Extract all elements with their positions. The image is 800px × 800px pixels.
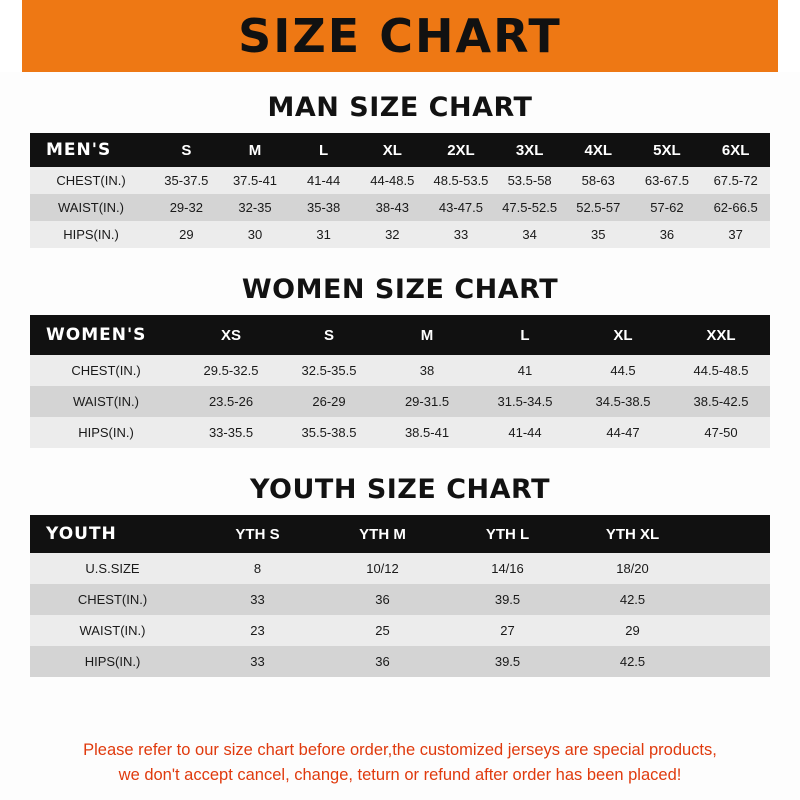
row-label: CHEST(IN.) [30,584,195,615]
youth-header-cell: YTH XL [570,515,695,553]
cell-spacer [695,584,770,615]
youth-header-cell: YTH M [320,515,445,553]
cell: 34 [495,221,564,248]
youth-size-table [30,515,770,677]
cell: 36 [320,584,445,615]
row-label: HIPS(IN.) [30,221,152,248]
cell: 8 [195,553,320,584]
men-header-cell: L [289,133,358,167]
cell: 33 [427,221,496,248]
youth-section-title: YOUTH SIZE CHART [249,474,551,505]
cell: 29 [152,221,221,248]
cell: 33-35.5 [182,417,280,448]
cell: 35-38 [289,194,358,221]
footer-note-line-2: we don't accept cancel, change, teturn or refund after order has been placed! [118,766,682,784]
cell: 29-31.5 [378,386,476,417]
youth-header-cell: YTH L [445,515,570,553]
cell: 31 [289,221,358,248]
men-header-cell: 4XL [564,133,633,167]
cell: 47.5-52.5 [495,194,564,221]
cell: 38 [378,355,476,386]
cell: 14/16 [445,553,570,584]
man-section-title: MAN SIZE CHART [267,92,533,123]
table-row [30,615,770,646]
cell: 48.5-53.5 [427,167,496,194]
cell: 27 [445,615,570,646]
women-header-cell: XS [182,315,280,355]
row-label: CHEST(IN.) [30,355,182,386]
row-label: U.S.SIZE [30,553,195,584]
cell: 67.5-72 [701,167,770,194]
cell: 23.5-26 [182,386,280,417]
row-label: CHEST(IN.) [30,167,152,194]
cell: 23 [195,615,320,646]
men-header-cell: S [152,133,221,167]
cell: 53.5-58 [495,167,564,194]
cell: 44.5 [574,355,672,386]
table-row [30,221,770,248]
women-header-cell: M [378,315,476,355]
page-title: SIZE CHART [238,9,562,63]
cell: 41 [476,355,574,386]
cell: 34.5-38.5 [574,386,672,417]
cell: 37 [701,221,770,248]
cell: 38.5-41 [378,417,476,448]
cell: 29.5-32.5 [182,355,280,386]
cell: 39.5 [445,646,570,677]
table-row [30,194,770,221]
row-label: WAIST(IN.) [30,194,152,221]
cell: 29 [570,615,695,646]
cell-spacer [695,553,770,584]
cell: 57-62 [633,194,702,221]
cell: 44.5-48.5 [672,355,770,386]
women-header-cell: XXL [672,315,770,355]
men-size-table [30,133,770,248]
cell: 10/12 [320,553,445,584]
cell: 62-66.5 [701,194,770,221]
cell: 39.5 [445,584,570,615]
table-header-row [30,515,770,553]
cell: 44-48.5 [358,167,427,194]
women-header-cell: S [280,315,378,355]
cell: 44-47 [574,417,672,448]
cell: 35-37.5 [152,167,221,194]
row-label: WAIST(IN.) [30,386,182,417]
youth-header-spacer [695,515,770,553]
row-label: HIPS(IN.) [30,646,195,677]
men-header-cell: M [221,133,290,167]
table-row [30,553,770,584]
cell: 29-32 [152,194,221,221]
cell: 37.5-41 [221,167,290,194]
cell: 26-29 [280,386,378,417]
men-header-cell: 6XL [701,133,770,167]
cell: 32.5-35.5 [280,355,378,386]
table-row [30,386,770,417]
cell: 35.5-38.5 [280,417,378,448]
cell: 25 [320,615,445,646]
table-header-row [30,315,770,355]
cell: 36 [320,646,445,677]
women-header-label: WOMEN'S [30,315,182,355]
cell-spacer [695,646,770,677]
cell: 36 [633,221,702,248]
cell: 42.5 [570,584,695,615]
youth-header-cell: YTH S [195,515,320,553]
men-header-cell: XL [358,133,427,167]
cell: 58-63 [564,167,633,194]
cell: 47-50 [672,417,770,448]
banner [0,0,800,72]
table-row [30,646,770,677]
cell: 30 [221,221,290,248]
men-header-label: MEN'S [30,133,152,167]
cell: 63-67.5 [633,167,702,194]
women-section-title: WOMEN SIZE CHART [241,274,559,305]
table-row [30,355,770,386]
cell: 33 [195,646,320,677]
cell-spacer [695,615,770,646]
table-row [30,584,770,615]
women-header-cell: XL [574,315,672,355]
cell: 33 [195,584,320,615]
cell: 18/20 [570,553,695,584]
cell: 32-35 [221,194,290,221]
cell: 38-43 [358,194,427,221]
cell: 31.5-34.5 [476,386,574,417]
women-size-table [30,315,770,448]
cell: 52.5-57 [564,194,633,221]
men-header-cell: 5XL [633,133,702,167]
row-label: WAIST(IN.) [30,615,195,646]
youth-header-label: YOUTH [30,515,195,553]
footer-note [0,738,800,788]
cell: 35 [564,221,633,248]
women-header-cell: L [476,315,574,355]
cell: 32 [358,221,427,248]
cell: 41-44 [476,417,574,448]
cell: 41-44 [289,167,358,194]
men-header-cell: 2XL [427,133,496,167]
cell: 42.5 [570,646,695,677]
cell: 43-47.5 [427,194,496,221]
table-header-row [30,133,770,167]
row-label: HIPS(IN.) [30,417,182,448]
cell: 38.5-42.5 [672,386,770,417]
table-row [30,167,770,194]
men-header-cell: 3XL [495,133,564,167]
footer-note-line-1: Please refer to our size chart before order,the customized jerseys are special products, [83,741,717,759]
table-row [30,417,770,448]
